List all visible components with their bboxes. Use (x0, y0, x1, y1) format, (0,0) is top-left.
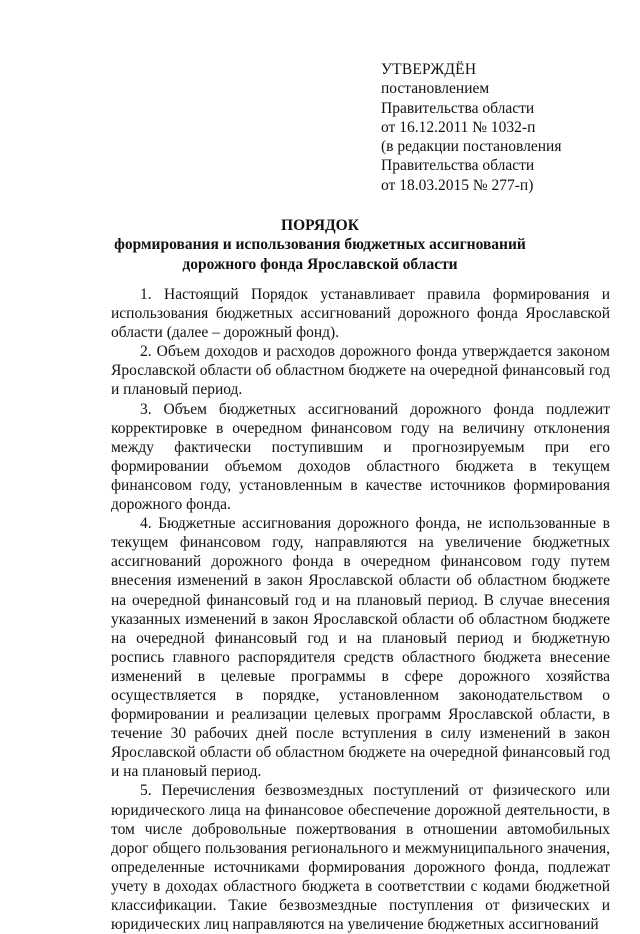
document-title (70, 216, 570, 274)
paragraph-1: 1. Настоящий Порядок устанавливает правила формирования и использования бюджетных ассигнований дорожного фонда Ярославской области (далее – дорожный фонд). (111, 286, 610, 342)
document-body (111, 285, 610, 934)
approval-line: Правительства области (381, 157, 535, 175)
paragraph-3: 3. Объем бюджетных ассигнований дорожного фонда подлежит корректировке в очередном финансовом году на величину отклонения между фактически поступившим и прогнозируемым при его формировании объемом доходов областного бюджета в текущем финансовом году, установленным в качестве источников формирования дорожного фонда. (111, 400, 610, 514)
approval-line: Правительства области (381, 99, 535, 117)
paragraph-4: 4. Бюджетные ассигнования дорожного фонда, не использованные в текущем финансовом году, направляются на увеличение бюджетных ассигнований дорожного фонда в очередном финансовом году путем внесения изменений в закон Ярославской области об областном бюджете на очередной финансовый год и на плановый период. В случае внесения указанных изменений в закон Ярославской области об областном бюджете на очередной финансовый год и на плановый период и бюджетную роспись главного распорядителя средств областного бюджета внесение изменений в целевые программы в сфере дорожного хозяйства осуществляется в порядке, установленном законодательством о формировании и реализации целевых программ Ярославской области, в течение 30 рабочих дней после вступления в силу изменений в закон Ярославской области об областном бюджете на очередной финансовый год и на плановый период. (111, 515, 610, 781)
approval-line: (в редакции постановления (381, 138, 562, 156)
approval-line: от 16.12.2011 № 1032-п (381, 118, 536, 136)
approval-block (381, 60, 621, 195)
title-heading: ПОРЯДОК (281, 217, 359, 234)
approval-stamp: УТВЕРЖДЁН (381, 61, 477, 78)
approval-line: от 18.03.2015 № 277-п) (381, 176, 534, 194)
paragraph-2: 2. Объем доходов и расходов дорожного фонда утверждается законом Ярославской области об областном бюджете на очередной финансовый год и плановый период. (111, 343, 610, 399)
title-line: формирования и использования бюджетных ассигнований (114, 236, 526, 254)
paragraph-5: 5. Перечисления безвозмездных поступлений от физического или юридического лица на финансовое обеспечение дорожной деятельности, в том числе добровольные пожертвования в отношении автомобильных дорог общего пользования регионального и межмуниципального значения, определенные источниками формирования дорожного фонда, подлежат учету в доходах областного бюджета в соответствии с кодами бюджетной классификации. Такие безвозмездные поступления от физических и юридических лиц направляются на увеличение бюджетных ассигнований (111, 782, 610, 934)
title-line: дорожного фонда Ярославской области (182, 255, 458, 273)
approval-line: постановлением (381, 80, 490, 98)
